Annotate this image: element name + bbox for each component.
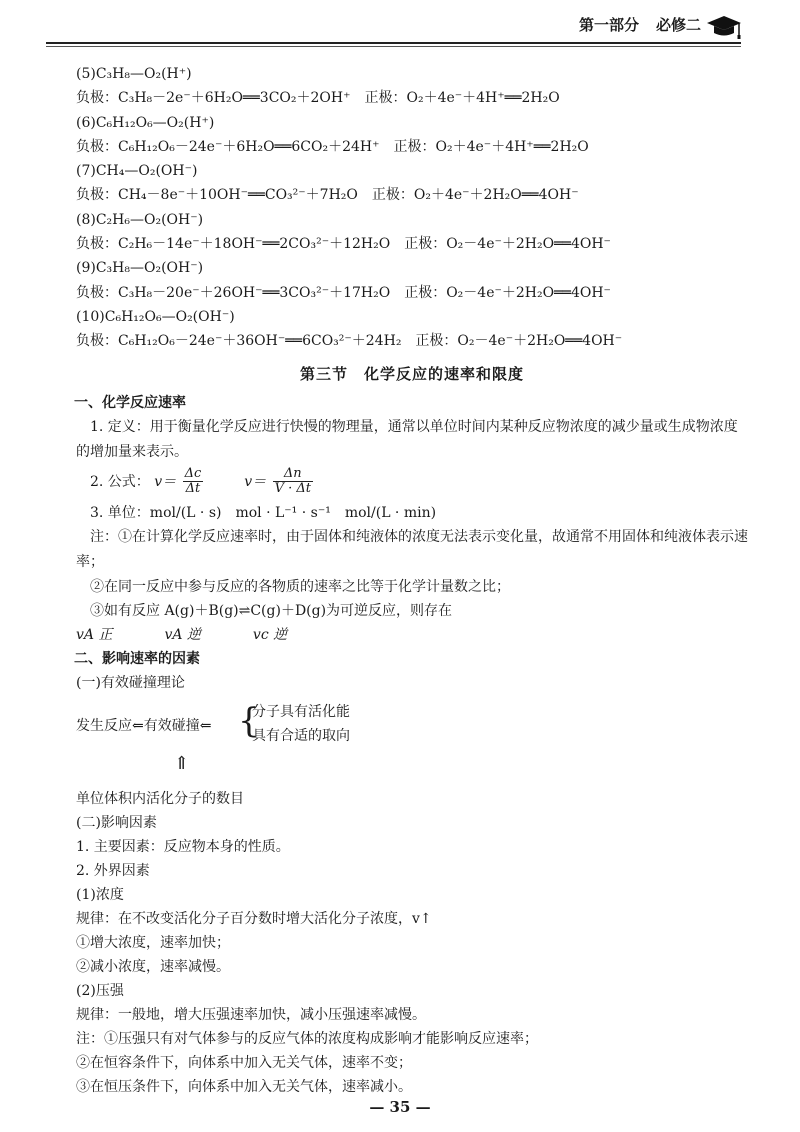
double-up-arrow-icon: ⇑ bbox=[174, 752, 190, 774]
equation-line: (6)C₆H₁₂O₆—O₂(H⁺) bbox=[76, 114, 215, 131]
units-line: 3. 单位：mol/(L · s) mol · L⁻¹ · s⁻¹ mol/(L · min) bbox=[90, 504, 437, 521]
equation-line: (5)C₃H₈—O₂(H⁺) bbox=[76, 66, 192, 82]
subheading-factors: (二)影响因素 bbox=[76, 814, 157, 831]
vc-reverse: vc 逆 bbox=[252, 626, 288, 643]
formula-1-lhs: v＝ bbox=[154, 473, 177, 490]
formula-1-fraction bbox=[183, 467, 204, 496]
main-factor: 1. 主要因素：反应物本身的性质。 bbox=[76, 838, 290, 855]
equation-line: (10)C₆H₁₂O₆—O₂(OH⁻) bbox=[76, 308, 235, 325]
va-forward: vA 正 bbox=[76, 626, 113, 643]
pressure-note-3: ③在恒压条件下，向体系中加入无关气体，速率减小。 bbox=[76, 1078, 412, 1095]
equation-line: (9)C₃H₈—O₂(OH⁻) bbox=[76, 260, 204, 277]
section-title: 第三节 化学反应的速率和限度 bbox=[299, 364, 524, 383]
concentration-item-2: ②减小浓度，速率减慢。 bbox=[76, 958, 230, 975]
page-number: — 35 — bbox=[369, 1098, 431, 1116]
diagram-bottom-text: 单位体积内活化分子的数目 bbox=[76, 790, 244, 807]
concentration-rule: 规律：在不改变活化分子百分数时增大活化分子浓度，v↑ bbox=[76, 910, 432, 927]
brace-icon: { bbox=[238, 700, 260, 741]
header-book: 必修二 bbox=[656, 16, 702, 34]
subheading-collision-theory: (一)有效碰撞理论 bbox=[76, 674, 185, 691]
header-part: 第一部分 bbox=[579, 16, 640, 34]
equation-line: 负极：C₃H₈－20e⁻＋26OH⁻══3CO₃²⁻＋17H₂O 正极：O₂－4e⁻＋2H₂O══4OH⁻ bbox=[76, 284, 611, 301]
equation-line: 负极：C₆H₁₂O₆－24e⁻＋36OH⁻══6CO₃²⁻＋24H₂ 正极：O₂－4e⁻＋2H₂O══4OH⁻ bbox=[76, 333, 623, 350]
note-2: ②在同一反应中参与反应的各物质的速率之比等于化学计量数之比； bbox=[90, 578, 510, 595]
formula-2-numerator: Δn bbox=[273, 467, 313, 482]
formula-2-lhs: v＝ bbox=[244, 473, 267, 490]
diagram-branch-orientation: 具有合适的取向 bbox=[252, 727, 350, 744]
note-1: 注：①在计算化学反应速率时，由于固体和纯液体的浓度无法表示变化量，故通常不用固体和纯液体表示速率； bbox=[76, 528, 748, 570]
concentration-item-1: ①增大浓度，速率加快； bbox=[76, 934, 230, 951]
external-factors: 2. 外界因素 bbox=[76, 862, 150, 879]
va-reverse: vA 逆 bbox=[164, 626, 201, 643]
equation-line: (7)CH₄—O₂(OH⁻) bbox=[76, 163, 198, 180]
pressure-note-2: ②在恒容条件下，向体系中加入无关气体，速率不变； bbox=[76, 1054, 412, 1071]
formula-1-numerator: Δc bbox=[184, 466, 202, 482]
formula-1-denominator: Δt bbox=[185, 481, 201, 497]
collision-diagram bbox=[76, 695, 748, 787]
equation-line: 负极：C₃H₈－2e⁻＋6H₂O══3CO₂＋2OH⁺ 正极：O₂＋4e⁻＋4H⁺══2H₂O bbox=[76, 90, 560, 107]
equation-line: 负极：CH₄－8e⁻＋10OH⁻══CO₃²⁻＋7H₂O 正极：O₂＋4e⁻＋2H₂O══4OH⁻ bbox=[76, 187, 579, 204]
concentration-title: (1)浓度 bbox=[76, 886, 124, 903]
diagram-left-text: 发生反应⇐有效碰撞⇐ bbox=[76, 717, 212, 734]
header-rule-thin bbox=[46, 46, 741, 47]
page-header bbox=[0, 0, 800, 48]
equation-line: 负极：C₂H₆－14e⁻＋18OH⁻══2CO₃²⁻＋12H₂O 正极：O₂－4e⁻＋2H₂O══4OH⁻ bbox=[76, 236, 611, 253]
reversible-terms bbox=[76, 623, 748, 647]
formula-row bbox=[76, 465, 748, 501]
note-3: ③如有反应 A(g)＋B(g)⇌C(g)＋D(g)为可逆反应，则存在 bbox=[90, 602, 453, 619]
equation-line: 负极：C₆H₁₂O₆－24e⁻＋6H₂O══6CO₂＋24H⁺ 正极：O₂＋4e⁻＋4H⁺══2H₂O bbox=[76, 138, 589, 155]
page-content bbox=[76, 62, 748, 1099]
pressure-note-1: 注：①压强只有对气体参与的反应气体的浓度构成影响才能影响反应速率； bbox=[76, 1030, 538, 1047]
heading-rate: 一、化学反应速率 bbox=[74, 394, 186, 411]
formula-2-fraction bbox=[273, 467, 313, 496]
graduation-cap-icon bbox=[705, 14, 743, 40]
pressure-title: (2)压强 bbox=[76, 982, 124, 999]
diagram-branch-activation: 分子具有活化能 bbox=[252, 703, 350, 720]
formula-label: 2. 公式： bbox=[90, 473, 150, 490]
heading-factors: 二、影响速率的因素 bbox=[74, 650, 200, 667]
definition-text: 1. 定义：用于衡量化学反应进行快慢的物理量，通常以单位时间内某种反应物浓度的减少量或生成物浓度的增加量来表示。 bbox=[76, 418, 738, 460]
pressure-rule: 规律：一般地，增大压强速率加快，减小压强速率减慢。 bbox=[76, 1006, 426, 1023]
header-rule bbox=[46, 42, 741, 44]
equation-line: (8)C₂H₆—O₂(OH⁻) bbox=[76, 211, 204, 228]
formula-2-denominator: V · Δt bbox=[274, 481, 311, 497]
